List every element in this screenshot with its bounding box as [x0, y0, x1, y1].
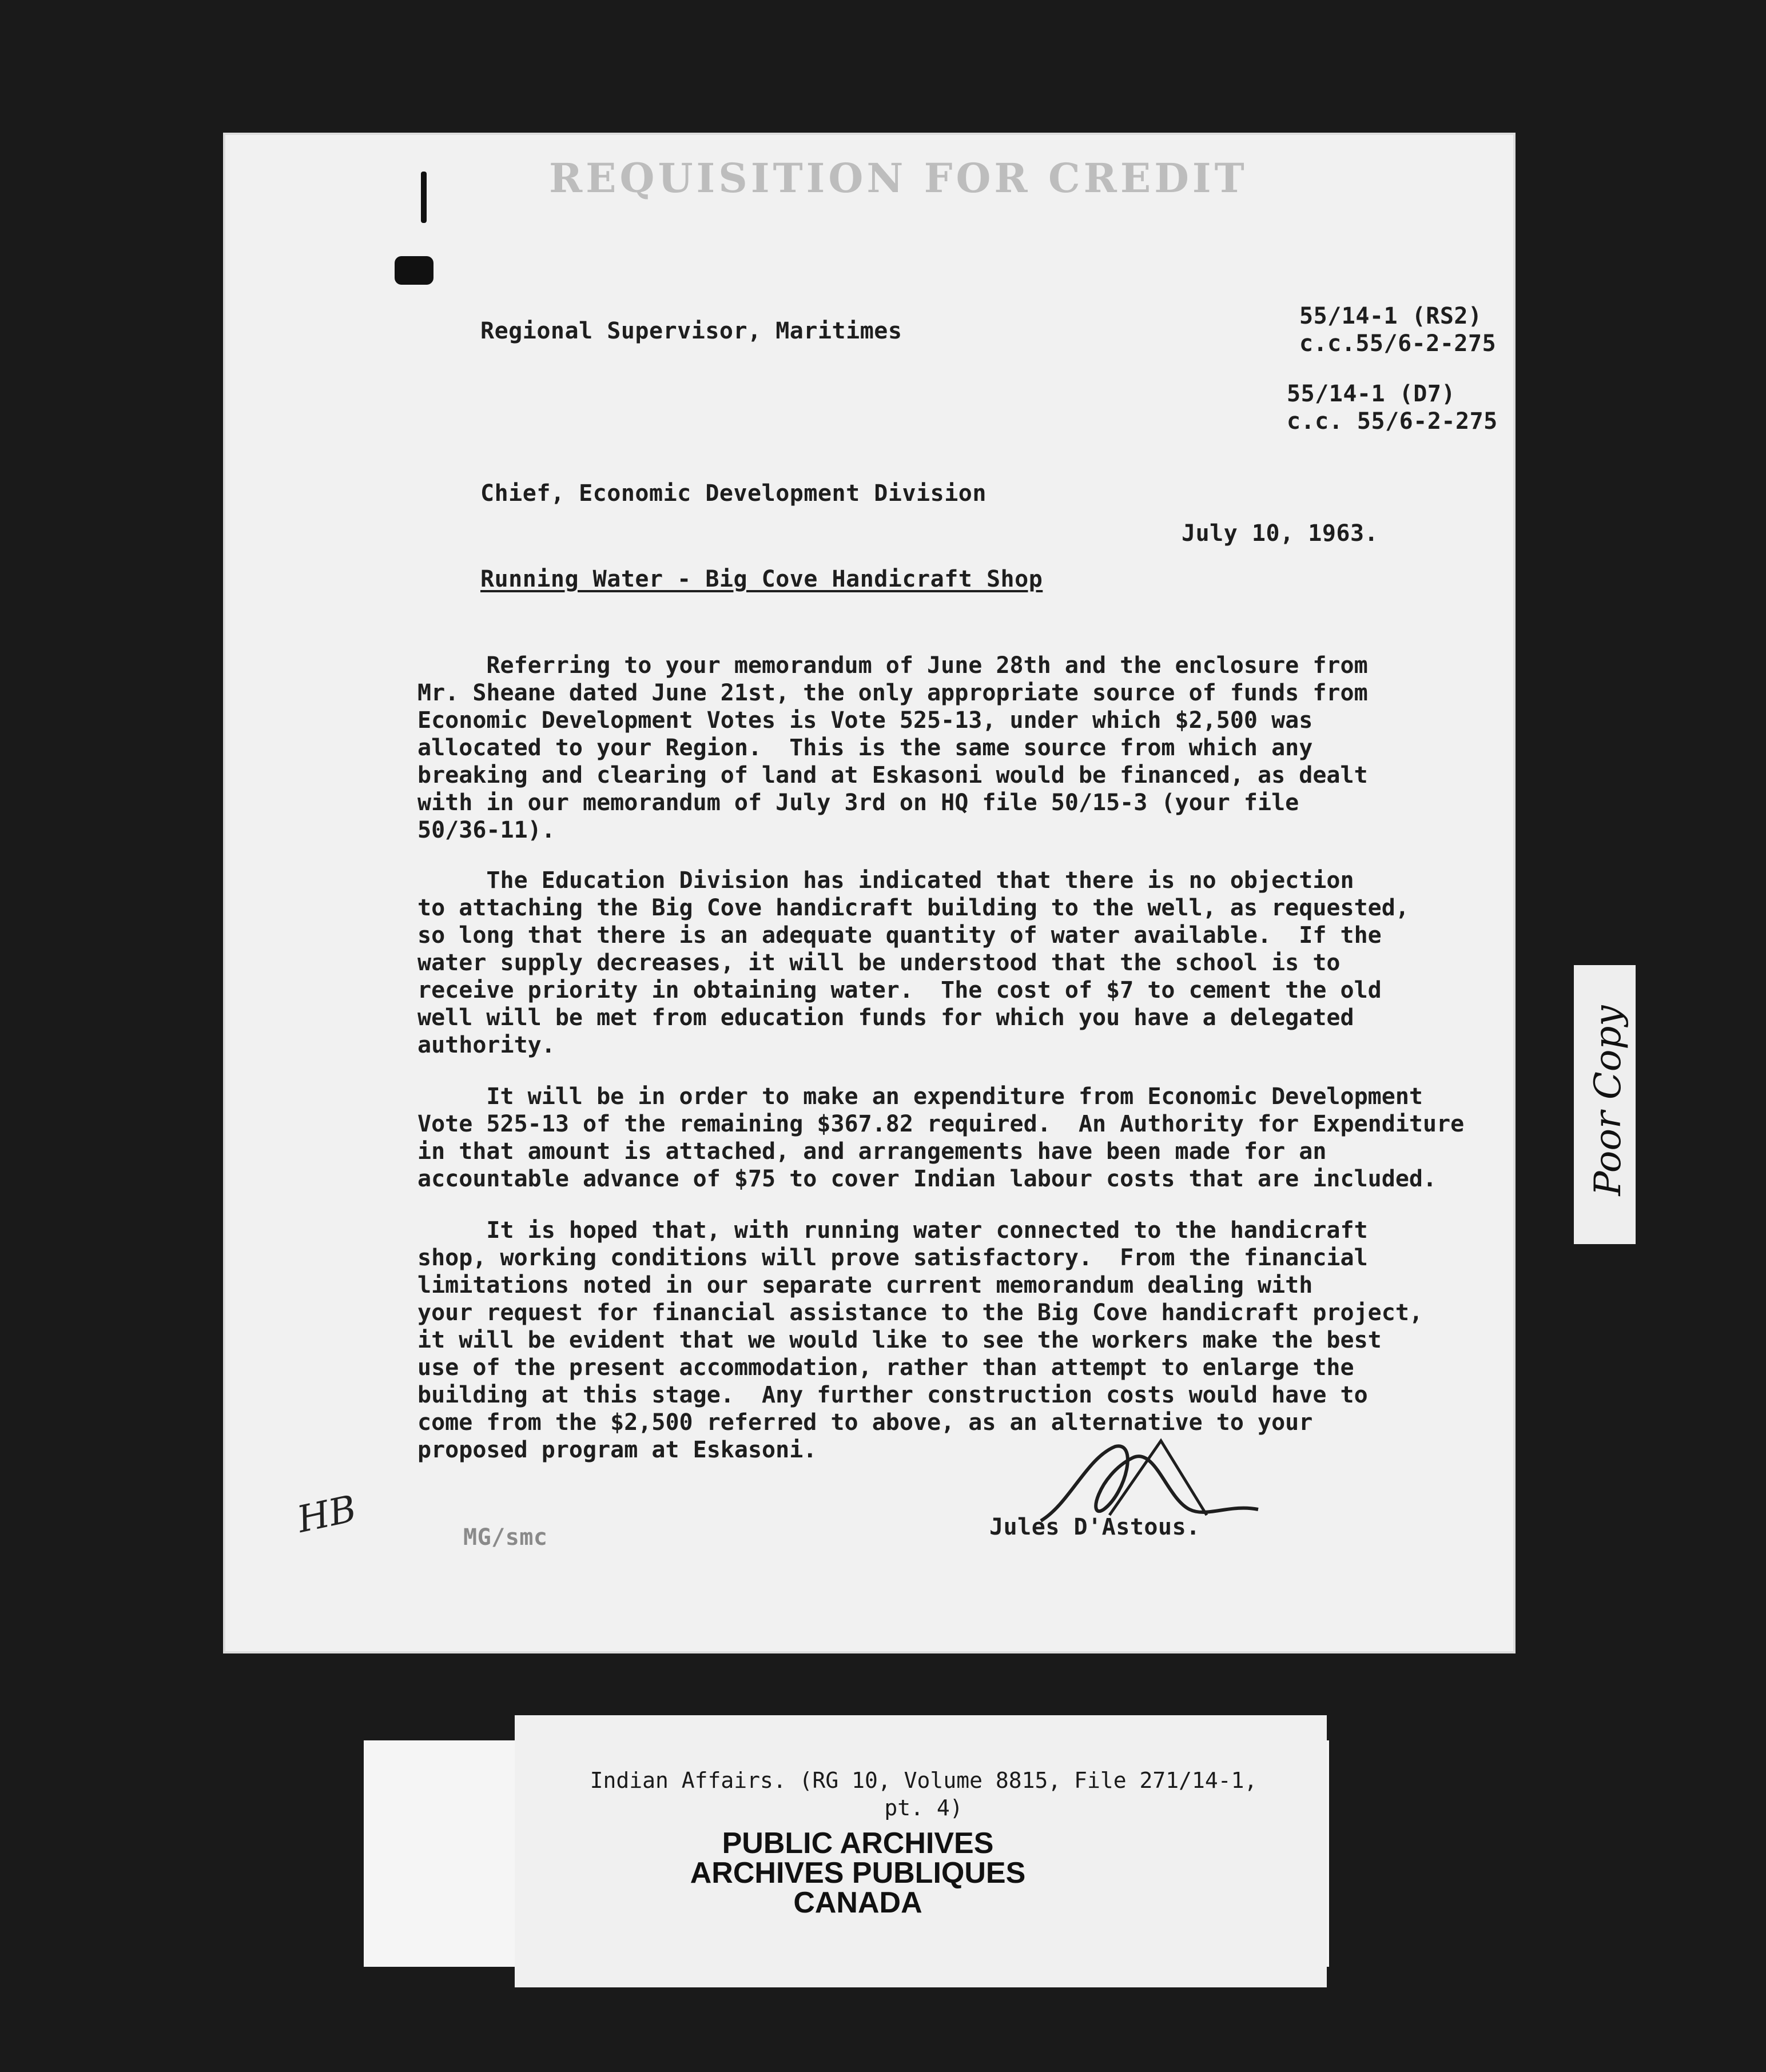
file-ref-3: 55/14-1 (D7): [1287, 381, 1455, 407]
signature-name: Jules D'Astous.: [989, 1514, 1200, 1540]
archives-line-2: ARCHIVES PUBLIQUES: [690, 1856, 1026, 1890]
archives-stamp: [572, 1828, 1144, 1918]
paragraph-1: Referring to your memorandum of June 28th and the enclosure from Mr. Sheane dated June 21st, the only appropriate source of funds from Economic Development Votes is Vote 525-13, under which $2,500 was allocated to your Region. This is the same source from which any breaking and clearing of land at Eskasoni would be financed, as dealt with in our memorandum of July 3rd on HQ file 50/15-3 (your file 50/36-11).: [417, 652, 1368, 843]
poor-copy-tab: [1574, 965, 1636, 1244]
file-ref-1: 55/14-1 (RS2): [1299, 303, 1482, 329]
paragraph-4: It is hoped that, with running water connected to the handicraft shop, working conditions will prove satisfactory. From the financial limitations noted in our separate current memorandum dealing with your request for financial assistance to the Big Cove handicraft project, it will be evident that we would like to see the workers make the best use of the present accommodation, rather than attempt to enlarge the building at this stage. Any further construction costs would have to come from the $2,500 referred to above, as an alternative to your proposed program at Eskasoni.: [417, 1217, 1423, 1463]
file-ref-4: c.c. 55/6-2-275: [1287, 408, 1498, 435]
file-ref-2: c.c.55/6-2-275: [1299, 330, 1497, 357]
memo-date: July 10, 1963.: [1182, 520, 1379, 547]
paragraph-3: It will be in order to make an expenditure from Economic Development Vote 525-13 of the remaining $367.82 required. An Authority for Expenditure in that amount is attached, and arrangements have been made for an accountable advance of $75 to cover Indian labour costs that are included.: [417, 1083, 1465, 1192]
recipient: Regional Supervisor, Maritimes: [480, 318, 902, 344]
archive-citation: Indian Affairs. (RG 10, Volume 8815, File 271/14-1, pt. 4): [590, 1768, 1258, 1820]
ink-blot: [395, 256, 433, 285]
faint-letterhead: REQUISITION FOR CREDIT: [549, 154, 1248, 202]
paragraph-2: The Education Division has indicated that there is no objection to attaching the Big Cove handicraft building to the well, as requested, so long that there is an adequate quantity of water available. If the water supply decreases, it will be understood that the school is to receive priority in obtaining water. The cost of $7 to cement the old well will be met from education funds for which you have a delegated authority.: [417, 867, 1409, 1058]
archives-line-1: PUBLIC ARCHIVES: [722, 1827, 994, 1860]
sender: Chief, Economic Development Division: [480, 480, 987, 507]
ink-mark: [421, 172, 427, 223]
typist-initials: MG/smc: [463, 1524, 548, 1551]
memo-subject: Running Water - Big Cove Handicraft Shop: [480, 566, 1043, 592]
archives-line-3: CANADA: [793, 1886, 922, 1919]
handwritten-initials: HB: [293, 1488, 360, 1541]
poor-copy-note: Poor Copy: [1587, 1005, 1629, 1196]
